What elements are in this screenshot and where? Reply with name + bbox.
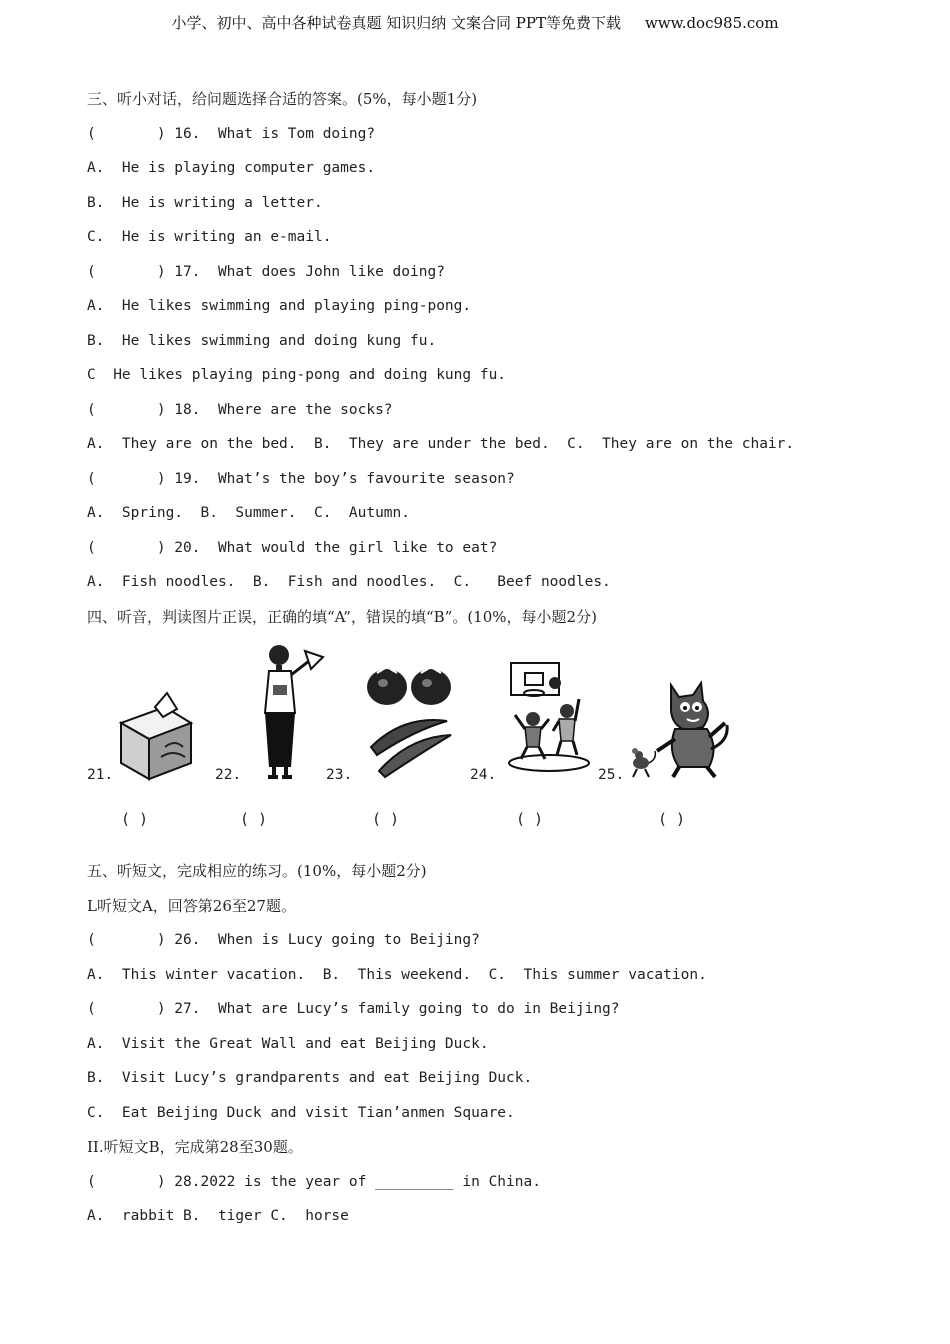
page-header <box>0 12 950 33</box>
question-27: ( ) 27. What are Lucy’s family going to do in Beijing? <box>87 1001 620 1017</box>
pic-number-24: 24. <box>470 767 497 783</box>
q16-option-a: A. He is playing computer games. <box>87 160 376 176</box>
q26-options: A. This winter vacation. B. This weekend. C. This summer vacation. <box>87 966 707 983</box>
q27-option-c: C. Eat Beijing Duck and visit Tian’anmen Square. <box>87 1104 515 1121</box>
q28-options: A. rabbit B. tiger C. horse <box>87 1208 349 1224</box>
part-b-title: II.听短文B，完成第28至30题。 <box>87 1138 303 1156</box>
q17-option-c: C He likes playing ping-pong and doing kung fu. <box>87 367 507 383</box>
q19-options: A. Spring. B. Summer. C. Autumn. <box>87 505 411 521</box>
vegetables-picture <box>363 663 459 781</box>
pic-number-25: 25. <box>598 767 625 783</box>
teacher-picture <box>251 639 331 789</box>
question-19: ( ) 19. What’s the boy’s favourite season? <box>87 470 515 487</box>
exam-content <box>87 87 887 1239</box>
question-28: ( ) 28.2022 is the year of _________ in China. <box>87 1173 541 1190</box>
section3-title: 三、听小对话，给问题选择合适的答案。(5%，每小题1分) <box>87 90 478 108</box>
section5-title: 五、听短文，完成相应的练习。(10%，每小题2分) <box>87 862 427 880</box>
section4-title: 四、听音，判读图片正误，正确的填“A”，错误的填“B”。(10%，每小题2分) <box>87 607 597 626</box>
q18-options: A. They are on the bed. B. They are under the bed. C. They are on the chair. <box>87 436 795 452</box>
q17-option-a: A. He likes swimming and playing ping-pong. <box>87 298 472 314</box>
question-18: ( ) 18. Where are the socks? <box>87 401 393 418</box>
answer-blank-23[interactable]: ( ) <box>372 810 400 828</box>
header-text: 小学、初中、高中各种试卷真题 知识归纳 文案合同 PPT等免费下载 <box>171 14 621 32</box>
pic-number-23: 23. <box>326 767 353 783</box>
q16-option-c: C. He is writing an e-mail. <box>87 229 332 245</box>
q27-option-a: A. Visit the Great Wall and eat Beijing Duck. <box>87 1035 489 1052</box>
cat-mouse-picture <box>627 679 733 779</box>
question-17: ( ) 17. What does John like doing? <box>87 263 445 280</box>
question-20: ( ) 20. What would the girl like to eat? <box>87 539 498 556</box>
q16-option-b: B. He is writing a letter. <box>87 194 323 211</box>
q17-option-b: B. He likes swimming and doing kung fu. <box>87 332 437 349</box>
pic-number-22: 22. <box>215 767 242 783</box>
answer-blank-22[interactable]: ( ) <box>240 810 268 828</box>
question-26: ( ) 26. When is Lucy going to Beijing? <box>87 932 480 948</box>
question-16: ( ) 16. What is Tom doing? <box>87 125 376 142</box>
part-a-title: L听短文A，回答第26至27题。 <box>87 896 296 915</box>
pic-number-21: 21. <box>87 767 114 783</box>
picture-row <box>87 639 887 807</box>
q27-option-b: B. Visit Lucy’s grandparents and eat Beijing Duck. <box>87 1070 533 1086</box>
q20-options: A. Fish noodles. B. Fish and noodles. C. Beef noodles. <box>87 574 611 590</box>
answer-row <box>87 807 887 859</box>
box-picture <box>115 691 197 783</box>
header-site[interactable]: www.doc985.com <box>644 14 779 32</box>
answer-blank-25[interactable]: ( ) <box>658 810 686 828</box>
basketball-picture <box>505 659 595 779</box>
answer-blank-21[interactable]: ( ) <box>121 810 149 828</box>
answer-blank-24[interactable]: ( ) <box>516 810 544 828</box>
